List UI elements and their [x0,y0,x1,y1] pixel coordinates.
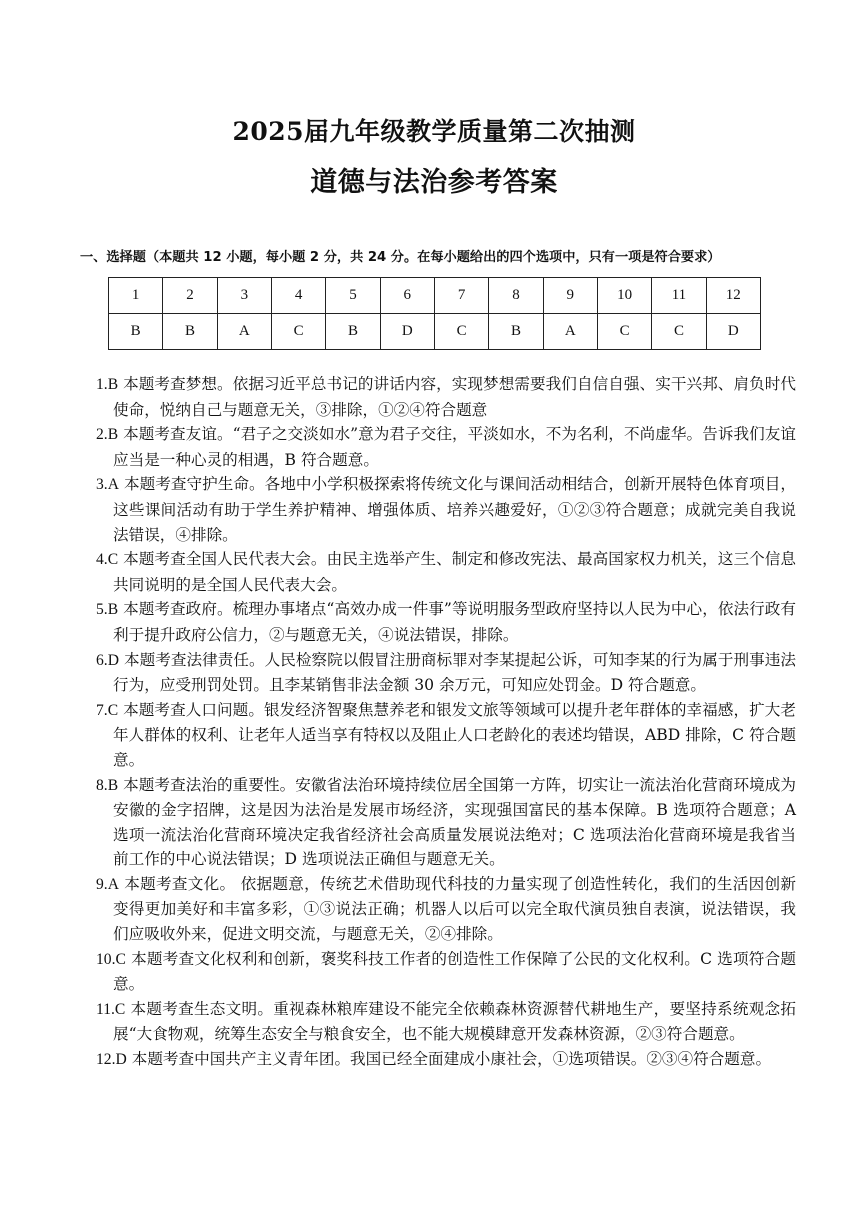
item-number: 3.A [96,476,119,494]
answer-cell: D [380,314,434,350]
explanation-item [96,597,796,647]
explanation-item [96,773,796,872]
question-number-cell: 8 [489,278,543,314]
answer-cell: B [109,314,163,350]
page-subtitle: 道德与法治参考答案 [310,167,558,198]
answer-cell: B [326,314,380,350]
item-text: 本题考查文化。 依据题意，传统艺术借助现代科技的力量实现了创造性转化，我们的生活因创新变得更加美好和丰富多彩，①③说法正确；机器人以后可以完全取代演员独自表演，说法错误，我们应吸收外来，促进文明交流，与题意无关，②④排除。 [113,874,796,944]
explanation-item [96,472,796,547]
item-number: 9.A [96,875,119,893]
item-text: 本题考查人口问题。银发经济智聚焦慧养老和银发文旅等领域可以提升老年群体的幸福感，扩大老年人群体的权利、让老年人适当享有特权以及阻止人口老龄化的表述均错误，ABD 排除，C 符合题意。 [113,700,796,769]
answer-cell: C [652,314,706,350]
explanation-item [96,372,796,422]
question-number-row [109,278,761,314]
item-number: 10.C [96,950,126,968]
explanation-item [96,698,796,773]
answer-cell: C [597,314,651,350]
item-number: 1.B [96,376,119,393]
answer-cell: D [706,314,760,350]
explanation-item [96,547,796,597]
answer-row [109,314,761,350]
explanation-item [96,997,796,1047]
item-text: 本题考查法治的重要性。安徽省法治环境持续位居全国第一方阵，切实让一流法治化营商环境成为安徽的金字招牌，这是因为法治是发展市场经济，实现强国富民的基本保障。B 选项符合题意；A 选项一流法治化营商环境决定我省经济社会高质量发展说法绝对；C 选项法治化营商环境是我省当前工作的中心说法错误；D 选项说法正确但与题意无关。 [113,775,796,869]
item-text: 本题考查文化权利和创新，褒奖科技工作者的创造性工作保障了公民的文化权利。C 选项符合题意。 [113,949,796,994]
page-title: 2025届九年级教学质量第二次抽测 [232,117,636,146]
question-number-cell: 11 [652,278,706,314]
question-number-cell: 12 [706,278,760,314]
question-number-cell: 9 [543,278,597,314]
item-number: 8.B [96,776,119,794]
question-number-cell: 1 [109,278,163,314]
explanation-item [96,422,796,472]
item-text: 本题考查生态文明。重视森林粮库建设不能完全依赖森林资源替代耕地生产，要坚持系统观念拓展“大食物观，统筹生态安全与粮食安全，也不能大规模肆意开发森林资源，②③符合题意。 [113,999,796,1044]
explanation-item [96,872,796,947]
item-text: 本题考查全国人民代表大会。由民主选举产生、制定和修改宪法、最高国家权力机关，这三个信息共同说明的是全国人民代表大会。 [113,550,796,594]
item-text: 本题考查友谊。“君子之交淡如水”意为君子交往，平淡如水，不为名利，不尚虚华。告诉我们友谊应当是一种心灵的相遇，B 符合题意。 [113,425,796,469]
explanation-item [96,1047,796,1073]
item-number: 11.C [96,1000,126,1018]
answer-cell: C [434,314,488,350]
answer-cell: C [271,314,325,350]
question-number-cell: 3 [217,278,271,314]
explanation-item [96,648,796,698]
item-text: 本题考查政府。梳理办事堵点“高效办成一件事”等说明服务型政府坚持以人民为中心，依法行政有利于提升政府公信力，②与题意无关，④说法错误，排除。 [113,600,796,644]
question-number-cell: 5 [326,278,380,314]
answer-cell: B [163,314,217,350]
answer-cell: A [543,314,597,350]
item-number: 7.C [96,701,119,719]
question-number-cell: 4 [271,278,325,314]
item-number: 12.D [96,1051,127,1069]
question-number-cell: 2 [163,278,217,314]
item-text: 本题考查梦想。依据习近平总书记的讲话内容，实现梦想需要我们自信自强、实干兴邦、肩负时代使命，悦纳自己与题意无关，③排除，①②④符合题意 [113,375,796,419]
item-number: 5.B [96,601,119,619]
question-number-cell: 7 [434,278,488,314]
explanation-list [96,372,796,1073]
item-number: 4.C [96,551,119,569]
explanation-item [96,947,796,997]
item-number: 2.B [96,426,119,444]
item-text: 本题考查中国共产主义青年团。我国已经全面建成小康社会，①选项错误。②③④符合题意。 [126,1050,772,1069]
section-heading: 一、选择题（本题共 12 小题，每小题 2 分，共 24 分。在每小题给出的四个选项中，只有一项是符合要求） [80,250,721,265]
answer-cell: A [217,314,271,350]
item-number: 6.D [96,651,119,669]
question-number-cell: 10 [597,278,651,314]
item-text: 本题考查守护生命。各地中小学积极探索将传统文化与课间活动相结合，创新开展特色体育项目，这些课间活动有助于学生养护精神、增强体质、培养兴趣爱好，①②③符合题意；成就完美自我说法错误，④排除。 [113,475,796,544]
answer-cell: B [489,314,543,350]
item-text: 本题考查法律责任。人民检察院以假冒注册商标罪对李某提起公诉，可知李某的行为属于刑事违法行为，应受刑罚处罚。且李某销售非法金额 30 余万元，可知应处罚金。D 符合题意。 [113,650,796,695]
question-number-cell: 6 [380,278,434,314]
answer-table [108,277,761,350]
